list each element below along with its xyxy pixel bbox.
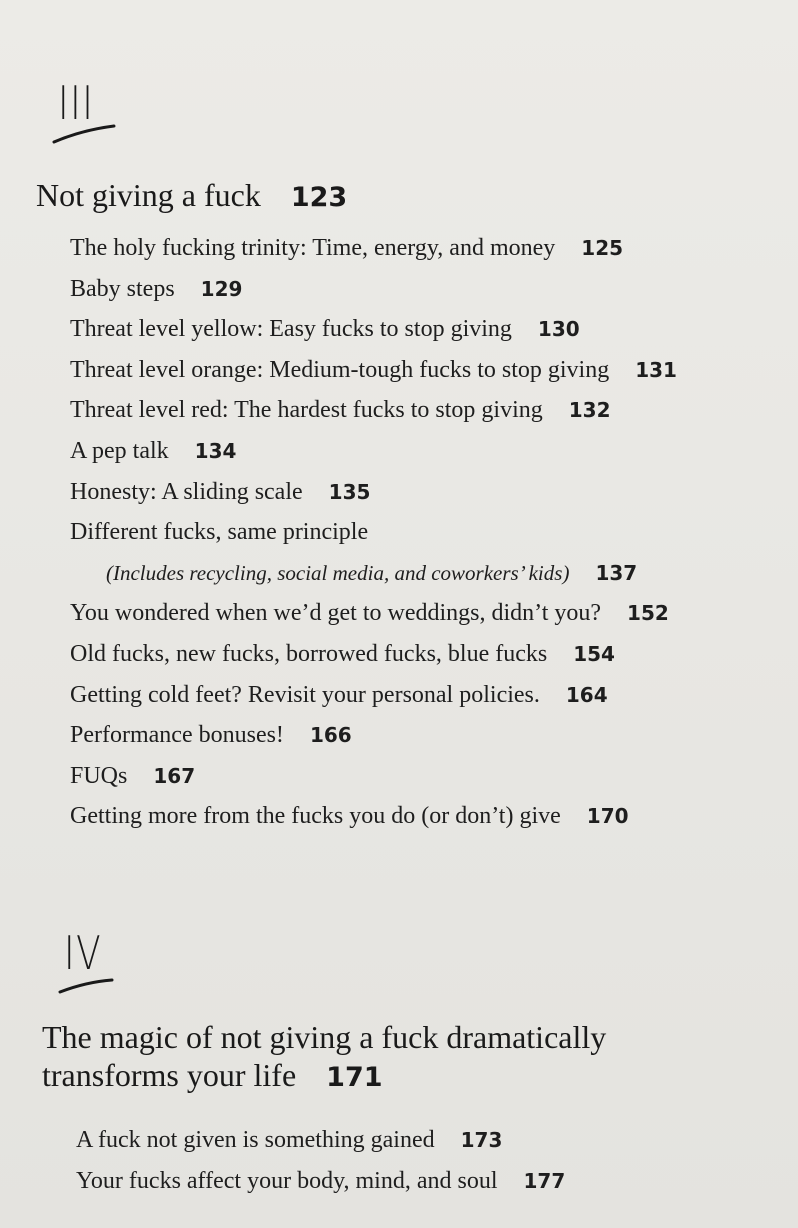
numeral-underline [52, 120, 132, 150]
toc-entry-title: Different fucks, same principle [70, 519, 369, 546]
toc-entry-title: Honesty: A sliding scale [70, 478, 303, 505]
toc-entry-title: Getting more from the fucks you do (or don’t) give [70, 803, 561, 830]
toc-entry-page: 173 [460, 1128, 503, 1152]
section-title-line: transforms your life [42, 1057, 297, 1093]
numeral-underline [58, 970, 138, 1000]
section-numeral [58, 76, 105, 130]
toc-entry-subtitle[interactable] [70, 553, 677, 594]
toc-entry-page: 170 [586, 804, 629, 829]
section-title[interactable] [36, 176, 347, 217]
toc-entry[interactable] [76, 1120, 565, 1161]
toc-entry-title: The holy fucking trinity: Time, energy, and money [70, 235, 556, 261]
toc-entry[interactable] [70, 715, 677, 756]
toc-entry-subtitle-text: (Includes recycling, social media, and coworkers’ kids) [106, 560, 570, 585]
toc-entry-title: Baby steps [70, 275, 175, 302]
toc-entry-page: 130 [537, 317, 580, 342]
toc-entry-title: Old fucks, new fucks, borrowed fucks, blue fucks [70, 640, 548, 667]
toc-entry-list [76, 1120, 565, 1201]
toc-entry[interactable] [70, 350, 677, 391]
toc-entry-title: A fuck not given is something gained [76, 1127, 435, 1153]
toc-entry-title: Threat level red: The hardest fucks to stop giving [70, 397, 543, 424]
section-page-number: 123 [290, 182, 348, 213]
toc-entry[interactable] [76, 1161, 565, 1202]
toc-entry[interactable] [70, 512, 677, 553]
toc-entry-title: Performance bonuses! [70, 722, 284, 749]
toc-entry-page: 129 [200, 276, 243, 301]
section-title-line: The magic of not giving a fuck dramatically [42, 1019, 607, 1055]
toc-entry[interactable] [70, 390, 677, 431]
toc-entry-page: 154 [573, 641, 615, 666]
section-page-number: 171 [326, 1062, 383, 1093]
toc-entry-page: 137 [595, 560, 638, 585]
toc-entry[interactable] [70, 796, 677, 837]
toc-entry[interactable] [70, 472, 677, 513]
toc-entry[interactable] [70, 269, 677, 310]
toc-entry-title: Threat level yellow: Easy fucks to stop giving [70, 316, 512, 343]
toc-entry-title: You wondered when we’d get to weddings, didn’t you? [70, 600, 602, 627]
toc-entry[interactable] [70, 309, 677, 350]
toc-entry[interactable] [70, 593, 677, 634]
section-numeral-text: III [58, 76, 95, 130]
toc-entry-title: Getting cold feet? Revisit your personal policies. [70, 681, 540, 708]
toc-entry[interactable] [70, 675, 677, 716]
section-title-line: Not giving a fuck [36, 177, 261, 213]
toc-entry-page: 152 [627, 601, 669, 626]
toc-entry-title: Your fucks affect your body, mind, and soul [76, 1167, 498, 1194]
section-numeral [64, 926, 113, 980]
toc-entry-title: Threat level orange: Medium-tough fucks to stop giving [70, 356, 610, 383]
toc-entry-list [70, 228, 677, 837]
toc-entry-title: A pep talk [70, 437, 169, 464]
toc-entry[interactable] [70, 228, 677, 269]
section-numeral-text: IV [64, 926, 103, 980]
section-title[interactable] [42, 1018, 606, 1097]
toc-entry-page: 166 [309, 723, 352, 748]
toc-entry-title: FUQs [70, 762, 128, 789]
toc-entry-page: 131 [635, 357, 677, 382]
toc-entry[interactable] [70, 756, 677, 797]
toc-entry-page: 177 [523, 1168, 566, 1193]
toc-entry[interactable] [70, 431, 677, 472]
toc-entry-page: 125 [581, 236, 624, 260]
toc-entry-page: 134 [194, 438, 237, 463]
toc-entry-page: 167 [153, 763, 196, 788]
toc-entry-page: 135 [328, 479, 371, 504]
toc-entry-page: 164 [565, 682, 608, 707]
toc-entry-page: 132 [568, 398, 611, 423]
toc-entry[interactable] [70, 634, 677, 675]
